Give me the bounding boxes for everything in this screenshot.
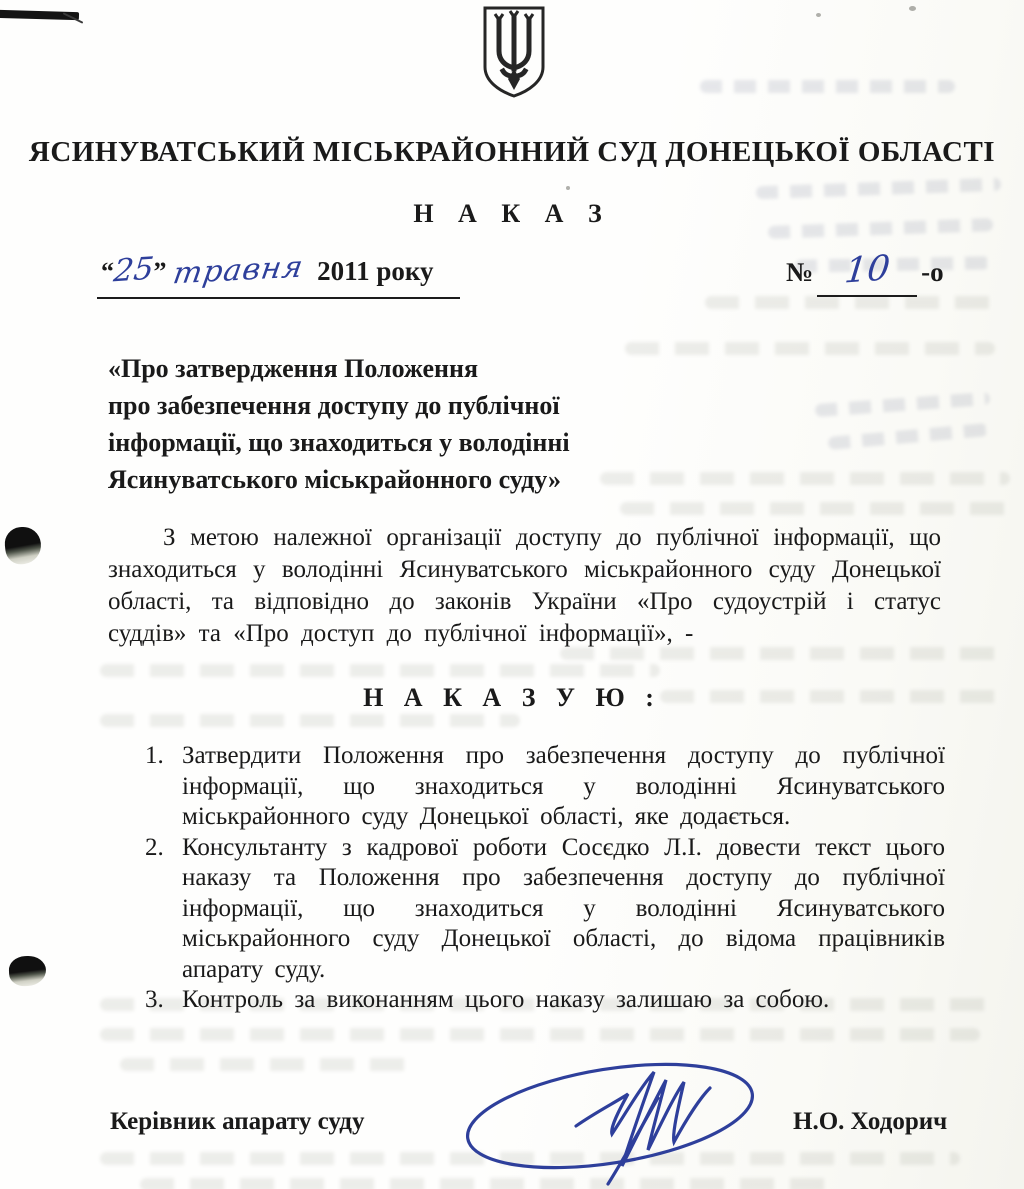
number-underline bbox=[817, 248, 917, 297]
order-item-number: 1. bbox=[145, 742, 164, 769]
bleed-through-artifact bbox=[756, 178, 1001, 200]
subject-line: про забезпечення доступу до публічної bbox=[108, 391, 560, 420]
order-item-text: Затвердити Положення про забезпечення доступу до публічної інформації, що знаходиться у володінні Ясинуватського міськрайонного суду Донецької області, яке додається. bbox=[182, 742, 945, 830]
order-item-text: Консультанту з кадрової роботи Сосєдко Л.І. довести текст цього наказу та Положення про забезпечення доступу до публічної інформації, що знаходиться у володінні Ясинуватського міськрайонного суду Донецької області, до відома працівників апарату суду. bbox=[182, 833, 945, 983]
bleed-through-artifact bbox=[620, 502, 1015, 515]
order-items-list bbox=[145, 741, 945, 1016]
scan-speck bbox=[909, 6, 916, 11]
quote-open: “ bbox=[101, 257, 114, 286]
order-item-number: 3. bbox=[145, 986, 164, 1013]
hole-punch-bottom bbox=[8, 955, 47, 987]
bleed-through-artifact bbox=[600, 472, 1010, 485]
date-line bbox=[97, 249, 460, 299]
order-item bbox=[145, 833, 945, 986]
order-number-line bbox=[786, 248, 944, 297]
order-item-text: Контроль за виконанням цього наказу залишаю за собою. bbox=[182, 986, 830, 1013]
signatory-position: Керівник апарату суду bbox=[110, 1108, 365, 1135]
number-sign: № bbox=[786, 257, 814, 287]
handwritten-signature-icon bbox=[458, 1054, 788, 1188]
number-suffix: -о bbox=[921, 257, 944, 287]
bleed-through-artifact bbox=[828, 423, 989, 450]
date-year: 2011 року bbox=[317, 256, 434, 286]
signatory-name: Н.О. Ходорич bbox=[793, 1108, 948, 1135]
subject-line: «Про затвердження Положення bbox=[108, 354, 479, 383]
subject-block bbox=[108, 350, 570, 498]
order-item-number: 2. bbox=[145, 833, 164, 861]
page-title: ЯСИНУВАТСЬКИЙ МІСЬКРАЙОННИЙ СУД ДОНЕЦЬКОЇ ОБЛАСТІ bbox=[28, 136, 996, 168]
handwritten-month: травня bbox=[171, 249, 307, 292]
handwritten-number: 10 bbox=[842, 248, 892, 292]
subject-line: інформації, що знаходиться у володінні bbox=[108, 428, 570, 457]
order-heading: Н А К А З У Ю : bbox=[363, 683, 661, 712]
bleed-through-artifact bbox=[625, 342, 995, 355]
order-item bbox=[145, 985, 945, 1016]
scan-speck bbox=[816, 13, 821, 17]
bleed-through-artifact bbox=[100, 714, 520, 727]
ukraine-trident-icon bbox=[481, 5, 547, 99]
hole-punch-top bbox=[3, 525, 43, 566]
subject-line: Ясинуватського міськрайонного суду» bbox=[108, 465, 561, 494]
order-item bbox=[145, 741, 945, 833]
bleed-through-artifact bbox=[705, 296, 1005, 309]
handwritten-day: 25 bbox=[111, 250, 156, 290]
bleed-through-artifact bbox=[100, 664, 660, 677]
bleed-through-artifact bbox=[815, 392, 990, 417]
bleed-through-artifact bbox=[100, 1028, 980, 1041]
quote-close: ” bbox=[153, 257, 167, 286]
bleed-through-artifact bbox=[120, 1058, 420, 1071]
document-type-heading: Н А К А З bbox=[413, 199, 611, 228]
preamble-paragraph: З метою належної організації доступу до публічної інформації, що знаходиться у володінні Ясинуватського міськрайонного суду Донецької області, та відповідно до законів України «Про судоустрій і статус суддів» та «Про доступ до публічної інформації», - bbox=[108, 524, 941, 647]
scan-speck bbox=[566, 186, 570, 190]
bleed-through-artifact bbox=[700, 80, 955, 93]
